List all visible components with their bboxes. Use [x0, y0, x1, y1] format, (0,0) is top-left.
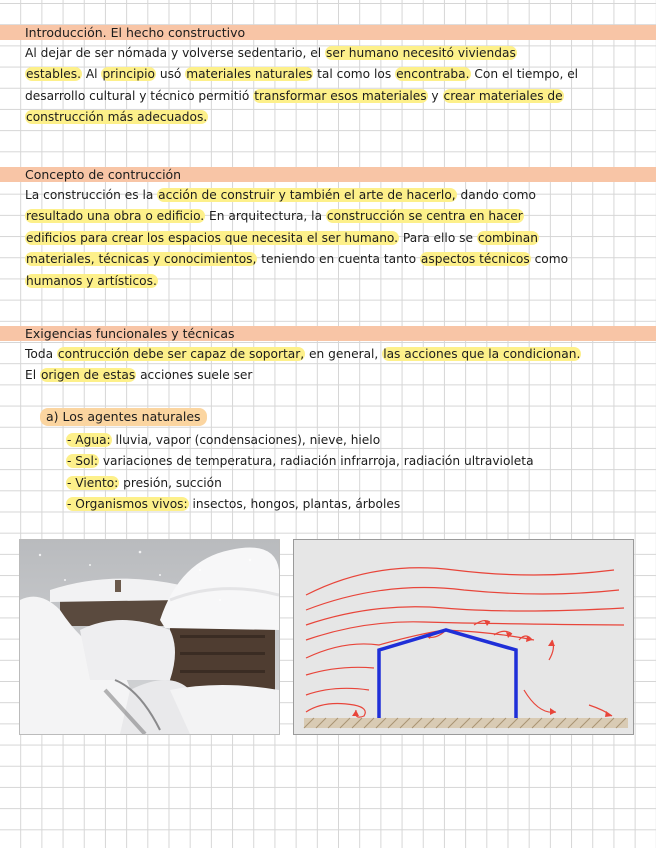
highlighted-text: principio	[102, 67, 155, 82]
list-item	[66, 430, 534, 451]
body-text: Al	[81, 67, 102, 82]
highlighted-text: materiales naturales	[186, 67, 313, 82]
text-line	[25, 185, 625, 206]
text-line	[25, 107, 625, 128]
text-line	[25, 206, 625, 227]
highlighted-text: materiales, técnicas y conocimientos,	[26, 252, 257, 267]
wind-flow-icon	[294, 540, 633, 734]
text-line	[25, 64, 625, 85]
text-line	[25, 43, 625, 64]
agents-subheading: a) Los agentes naturales	[40, 408, 207, 426]
wind-diagram	[293, 539, 634, 735]
highlighted-text: combinan	[477, 230, 538, 245]
body-text: Toda	[25, 347, 57, 361]
text-line	[25, 249, 625, 270]
body-text: en general,	[305, 347, 383, 361]
body-text: desarrollo cultural y técnico permitió	[25, 88, 254, 103]
highlighted-text: origen de estas	[40, 368, 136, 383]
section-title-2: Concepto de contrucción	[25, 167, 182, 182]
list-item	[66, 473, 534, 494]
list-item	[66, 494, 534, 515]
section-body-1	[25, 43, 625, 129]
body-text: usó	[155, 67, 186, 82]
text-line	[25, 228, 625, 249]
text-line	[25, 344, 625, 365]
highlighted-text: aspectos técnicos	[420, 252, 530, 267]
text-line	[25, 86, 625, 107]
highlighted-text: crear materiales de	[443, 88, 563, 103]
agent-name: - Sol:	[67, 454, 98, 469]
highlighted-text: contrucción debe ser capaz de soportar,	[57, 347, 305, 361]
highlighted-text: las acciones que la condicionan.	[383, 347, 581, 361]
section-title-3: Exigencias funcionales y técnicas	[25, 326, 235, 341]
agent-desc: insectos, hongos, plantas, árboles	[188, 496, 401, 511]
highlighted-text: construcción se centra en hacer	[326, 209, 523, 224]
agents-list	[66, 430, 534, 515]
agent-name: - Viento:	[67, 475, 119, 490]
highlighted-text: resultado una obra o edificio.	[26, 209, 205, 224]
section-title-1: Introducción. El hecho constructivo	[25, 25, 246, 40]
highlighted-text: transformar esos materiales	[254, 88, 427, 103]
agent-desc: presión, succión	[119, 475, 222, 490]
list-item	[66, 451, 534, 472]
agent-name: - Agua:	[67, 433, 111, 447]
highlighted-text: construcción más adecuados.	[26, 110, 208, 125]
body-text: como	[530, 252, 569, 267]
text-line	[25, 365, 625, 386]
body-text: La construcción es la	[25, 188, 158, 202]
section-body-2	[25, 185, 625, 292]
body-text: dando como	[456, 188, 537, 202]
snow-houses-photo	[19, 539, 280, 735]
body-text: Para ello se	[399, 230, 477, 245]
agent-desc: lluvia, vapor (condensaciones), nieve, hielo	[111, 433, 381, 447]
highlighted-text: edificios para crear los espacios que necesita el ser humano.	[26, 230, 399, 245]
body-text: tal como los	[313, 67, 396, 82]
highlighted-text: estables.	[26, 67, 81, 82]
section-body-3	[25, 344, 625, 387]
body-text: Con el tiempo, el	[470, 67, 579, 82]
highlighted-text: acción de construir y también el arte de hacerlo,	[158, 188, 456, 202]
body-text: teniendo en cuenta tanto	[257, 252, 420, 267]
body-text: Al dejar de ser nómada y volverse sedentario, el	[25, 46, 326, 60]
body-text: y	[427, 88, 443, 103]
highlighted-text: ser humano necesitó viviendas	[326, 46, 516, 60]
body-text: acciones suele ser	[136, 368, 253, 383]
agent-name: - Organismos vivos:	[67, 496, 188, 511]
body-text: En arquitectura, la	[205, 209, 326, 224]
snow-scene-icon	[20, 540, 279, 734]
agent-desc: variaciones de temperatura, radiación infrarroja, radiación ultravioleta	[98, 454, 534, 469]
text-line	[25, 271, 625, 292]
body-text: El	[25, 368, 40, 383]
highlighted-text: humanos y artísticos.	[26, 273, 157, 288]
highlighted-text: encontraba.	[396, 67, 470, 82]
